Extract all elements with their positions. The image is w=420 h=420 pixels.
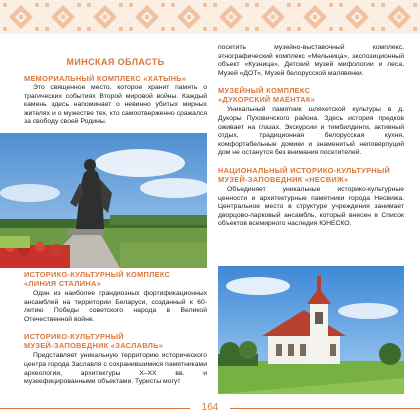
section-title-khatyn: МЕМОРИАЛЬНЫЙ КОМПЛЕКС «ХАТЫНЬ» [24, 74, 187, 83]
section-title-dukora: МУЗЕЙНЫЙ КОМПЛЕКС «ДУКОРСКИЙ МАЁНТАК» [218, 86, 316, 105]
ornament-motif [297, 3, 333, 31]
ornament-motif [255, 3, 291, 31]
right-column [218, 44, 404, 229]
region-title: МИНСКАЯ ОБЛАСТЬ [66, 57, 165, 67]
left-column [24, 44, 207, 127]
section-body-dukora: Уникальный памятник шляхетской культуры в д. Дукоры Пуховичского района. Здесь история предков оживает на глазах. Экскурсии и тимбилдинги, активный отдых, традиционная белорусская кухня, комфортабельные домики и знаменитый неповерпуций дом не останутся без внимания посетителей. [218, 106, 404, 157]
section-title-zaslavl: ИСТОРИКО-КУЛЬТУРНЫЙ МУЗЕЙ-ЗАПОВЕДНИК «ЗАСЛАВЛЬ» [24, 332, 164, 351]
section-body-zaslavl-continued: посетить музейно-выставочный комплекс, этнографический комплекс «Мельница», экспозиционный объект «Кузница», Детский музей мифологии и леса, Музей «ДОТ», Музей белорусской малявянки. [218, 44, 404, 77]
ornament-motif [87, 3, 123, 31]
section-body-nesvizh: Объединяет уникальные историко-культурные ценности и архитектурные памятники города Несвижа. Центральное место в структуре учреждения занимает дворцово-парковый ансамбль, который внесен в Список объектов всемирного наследия ЮНЕСКО. [218, 185, 404, 228]
left-column-lower [24, 270, 207, 387]
ornament-motif [3, 3, 39, 31]
section-body-stalin-line: Один из наиболее грандиозных фортификационных ансамблей на территории Беларуси, созданный к 60-летию Победы советского народа в Великой Отечественной войне. [24, 290, 207, 323]
ornament-motif [339, 3, 375, 31]
ornament-motif [129, 3, 165, 31]
ornament-motif [45, 3, 81, 31]
ornament-motif [213, 3, 249, 31]
section-title-nesvizh: НАЦИОНАЛЬНЫЙ ИСТОРИКО-КУЛЬТУРНЫЙ МУЗЕЙ-ЗАПОВЕДНИК «НЕСВИЖ» [218, 165, 391, 184]
page-number: 164 [201, 402, 219, 413]
khatyn-memorial-photo [0, 133, 207, 268]
footer-line-left [0, 408, 190, 409]
church-photo [218, 266, 404, 394]
ornament-band [0, 0, 420, 34]
section-title-stalin-line: ИСТОРИКО-КУЛЬТУРНЫЙ КОМПЛЕКС «ЛИНИЯ СТАЛИНА» [24, 270, 171, 288]
ornament-motif [171, 3, 207, 31]
footer-line-right [230, 408, 420, 409]
ornament-motif [381, 3, 417, 31]
ornament-pattern [0, 0, 420, 34]
section-body-zaslavl: Представляет уникальную территорию исторического центра города Заславля с сохранившимися памятниками археологии, архитектуры X–XX вв. и музеефицированными объектами. Туристы могут [24, 352, 207, 386]
section-body-khatyn: Это священное место, которое хранит память о трагических событиях Второй мировой войны. Каждый камень здесь напоминает о невинно убитых мирных жителях и о мужестве тех, кто самоотверженно сражался за свободу своей Родины. [24, 84, 207, 126]
